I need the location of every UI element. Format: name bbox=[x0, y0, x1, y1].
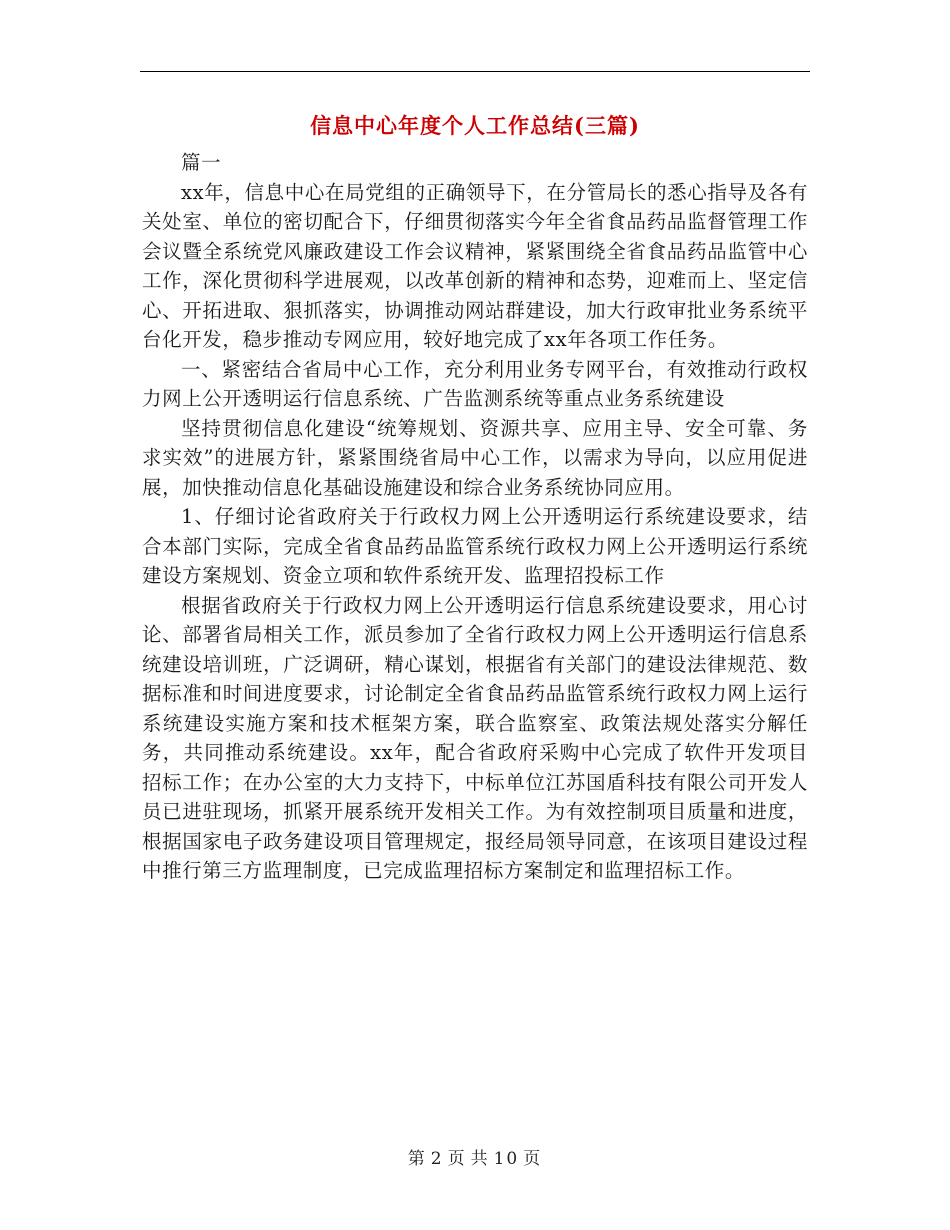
subsection-heading-1: 1、仔细讨论省政府关于行政权力网上公开透明运行系统建设要求，结合本部门实际，完成全省食品药品监管系统行政权力网上公开透明运行系统建设方案规划、资金立项和软件系统开发、监理招投标工作 bbox=[142, 505, 808, 587]
footer-page-number: 2 bbox=[430, 1149, 444, 1169]
section-heading-1: 一、紧密结合省局中心工作，充分利用业务专网平台，有效推动行政权力网上公开透明运行信息系统、广告监测系统等重点业务系统建设 bbox=[142, 357, 808, 410]
page-footer bbox=[0, 1147, 950, 1171]
footer-total-label: 共 bbox=[470, 1149, 490, 1169]
footer-page-label: 页 bbox=[447, 1149, 467, 1169]
footer-suffix: 页 bbox=[523, 1149, 543, 1169]
footer-prefix: 第 bbox=[407, 1149, 427, 1169]
section-heading-part-one: 篇一 bbox=[181, 151, 222, 174]
document-title: 信息中心年度个人工作总结(三篇) bbox=[310, 113, 640, 138]
document-body bbox=[142, 148, 808, 886]
paragraph-principles: 坚持贯彻信息化建设“统筹规划、资源共享、应用主导、安全可靠、务求实效”的进展方针，紧紧围绕省局中心工作，以需求为导向，以应用促进展，加快推动信息化基础设施建设和综合业务系统协同应用。 bbox=[142, 416, 808, 499]
header-rule bbox=[140, 71, 810, 72]
footer-total-pages: 10 bbox=[493, 1149, 520, 1169]
paragraph-implementation: 根据省政府关于行政权力网上公开透明运行信息系统建设要求，用心讨论、部署省局相关工作，派员参加了全省行政权力网上公开透明运行信息系统建设培训班，广泛调研，精心谋划，根据省有关部门的建设法律规范、数据标准和时间进度要求，讨论制定全省食品药品监管系统行政权力网上运行系统建设实施方案和技术框架方案，联合监察室、政策法规处落实分解任务，共同推动系统建设。xx年，配合省政府采购中心完成了软件开发项目招标工作；在办公室的大力支持下，中标单位江苏国盾科技有限公司开发人员已进驻现场，抓紧开展系统开发相关工作。为有效控制项目质量和进度，根据国家电子政务建设项目管理规定，报经局领导同意，在该项目建设过程中推行第三方监理制度，已完成监理招标方案制定和监理招标工作。 bbox=[142, 593, 808, 882]
paragraph-intro: xx年，信息中心在局党组的正确领导下，在分管局长的悉心指导及各有关处室、单位的密切配合下，仔细贯彻落实今年全省食品药品监督管理工作会议暨全系统党风廉政建设工作会议精神，紧紧围绕全省食品药品监管中心工作，深化贯彻科学进展观，以改革创新的精神和态势，迎难而上、坚定信心、开拓进取、狠抓落实，协调推动网站群建设，加大行政审批业务系统平台化开发，稳步推动专网应用，较好地完成了xx年各项工作任务。 bbox=[142, 180, 808, 351]
